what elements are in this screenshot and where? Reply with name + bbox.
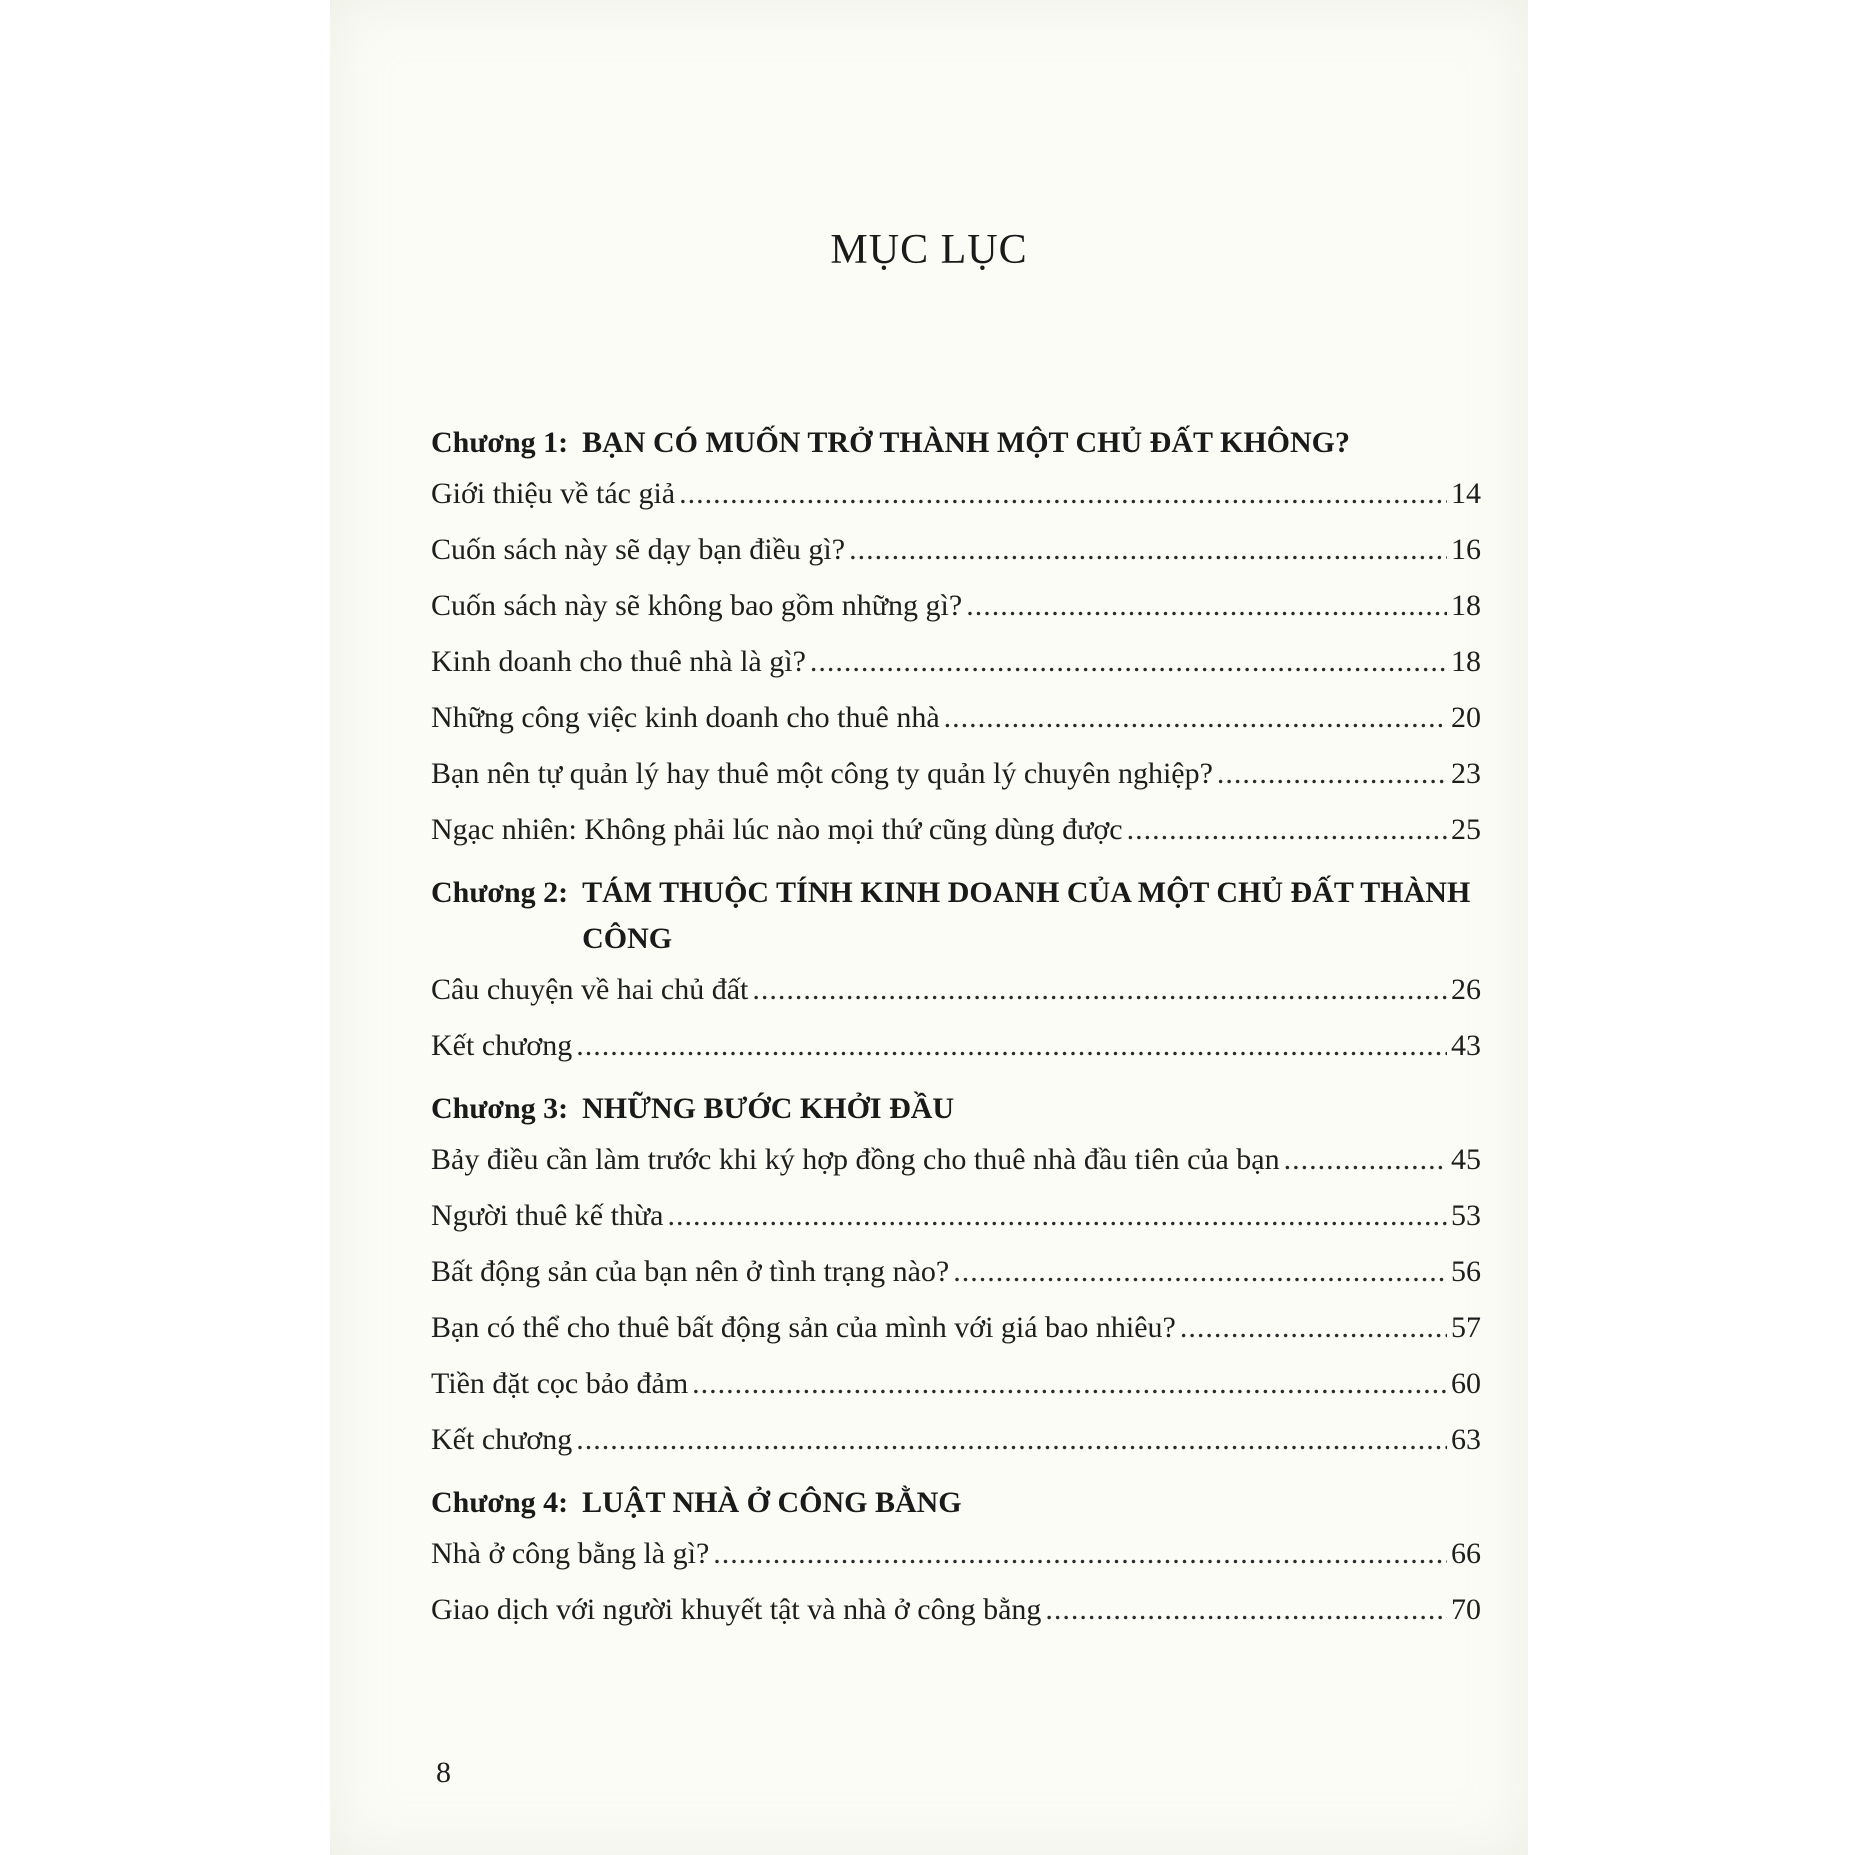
entry-page: 25 — [1451, 813, 1481, 846]
entry-page: 23 — [1451, 757, 1481, 790]
page-title: MỤC LỤC — [830, 227, 1028, 273]
chapter-title: NHỮNG BƯỚC KHỞI ĐẦU — [582, 1092, 955, 1125]
page-number: 8 — [436, 1756, 451, 1789]
toc-entry — [431, 1356, 1481, 1412]
toc-entry — [431, 746, 1481, 802]
toc-entry — [431, 522, 1481, 578]
dot-leader — [944, 690, 1447, 746]
entry-page: 56 — [1451, 1255, 1481, 1288]
entry-title: Giao dịch với người khuyết tật và nhà ở công bằng — [431, 1593, 1042, 1626]
entry-title: Bảy điều cần làm trước khi ký hợp đồng cho thuê nhà đầu tiên của bạn — [431, 1143, 1280, 1176]
dot-leader — [576, 1018, 1447, 1074]
dot-leader — [752, 962, 1447, 1018]
entry-page: 70 — [1451, 1593, 1481, 1626]
dot-leader — [966, 578, 1447, 634]
chapter-heading — [431, 420, 1481, 466]
dot-leader — [668, 1188, 1448, 1244]
entry-page: 18 — [1451, 589, 1481, 622]
toc-entry — [431, 578, 1481, 634]
dot-leader — [713, 1526, 1447, 1582]
dot-leader — [810, 634, 1447, 690]
book-page — [330, 0, 1528, 1855]
entry-title: Nhà ở công bằng là gì? — [431, 1537, 710, 1570]
entry-title: Bạn nên tự quản lý hay thuê một công ty quản lý chuyên nghiệp? — [431, 757, 1213, 790]
toc-entry — [431, 690, 1481, 746]
entry-title: Bạn có thể cho thuê bất động sản của mình với giá bao nhiêu? — [431, 1311, 1176, 1344]
dot-leader — [679, 466, 1447, 522]
dot-leader — [1284, 1132, 1447, 1188]
toc-entry — [431, 1244, 1481, 1300]
chapter-title: TÁM THUỘC TÍNH KINH DOANH CỦA MỘT CHỦ ĐẤT THÀNH CÔNG — [582, 876, 1471, 955]
entry-page: 60 — [1451, 1367, 1481, 1400]
toc-entry — [431, 1526, 1481, 1582]
dot-leader — [1180, 1300, 1447, 1356]
entry-page: 66 — [1451, 1537, 1481, 1570]
entry-title: Tiền đặt cọc bảo đảm — [431, 1367, 689, 1400]
chapter-title: BẠN CÓ MUỐN TRỞ THÀNH MỘT CHỦ ĐẤT KHÔNG? — [582, 426, 1350, 459]
dot-leader — [1217, 746, 1447, 802]
entry-page: 43 — [1451, 1029, 1481, 1062]
entry-page: 14 — [1451, 477, 1481, 510]
chapter-number: Chương 3: — [431, 1092, 569, 1125]
entry-page: 16 — [1451, 533, 1481, 566]
entry-title: Kết chương — [431, 1423, 573, 1456]
entry-title: Cuốn sách này sẽ không bao gồm những gì? — [431, 589, 963, 622]
chapter-number: Chương 1: — [431, 426, 569, 459]
entry-page: 57 — [1451, 1311, 1481, 1344]
chapter-heading — [431, 1480, 1481, 1526]
entry-page: 26 — [1451, 973, 1481, 1006]
toc-entry — [431, 1188, 1481, 1244]
chapter-number: Chương 2: — [431, 876, 569, 909]
toc-entry — [431, 802, 1481, 858]
chapter-heading — [431, 1086, 1481, 1132]
entry-title: Những công việc kinh doanh cho thuê nhà — [431, 701, 940, 734]
entry-page: 20 — [1451, 701, 1481, 734]
dot-leader — [849, 522, 1447, 578]
chapter-title: LUẬT NHÀ Ở CÔNG BẰNG — [582, 1486, 962, 1519]
toc-entry — [431, 466, 1481, 522]
toc-entry — [431, 1300, 1481, 1356]
entry-title: Giới thiệu về tác giả — [431, 477, 676, 510]
entry-page: 45 — [1451, 1143, 1481, 1176]
chapter-heading — [431, 870, 1481, 962]
entry-title: Người thuê kế thừa — [431, 1199, 664, 1232]
entry-page: 53 — [1451, 1199, 1481, 1232]
toc-entry — [431, 1132, 1481, 1188]
dot-leader — [576, 1412, 1447, 1468]
entry-page: 18 — [1451, 645, 1481, 678]
toc-entry — [431, 634, 1481, 690]
dot-leader — [692, 1356, 1447, 1412]
toc-entry — [431, 1018, 1481, 1074]
toc-entry — [431, 962, 1481, 1018]
dot-leader — [1127, 802, 1447, 858]
toc-entry — [431, 1412, 1481, 1468]
entry-title: Câu chuyện về hai chủ đất — [431, 973, 749, 1006]
entry-title: Bất động sản của bạn nên ở tình trạng nào? — [431, 1255, 950, 1288]
entry-title: Cuốn sách này sẽ dạy bạn điều gì? — [431, 533, 846, 566]
dot-leader — [1045, 1582, 1447, 1638]
table-of-contents — [431, 420, 1481, 1638]
entry-page: 63 — [1451, 1423, 1481, 1456]
entry-title: Kinh doanh cho thuê nhà là gì? — [431, 645, 806, 678]
chapter-number: Chương 4: — [431, 1486, 569, 1519]
toc-entry — [431, 1582, 1481, 1638]
entry-title: Ngạc nhiên: Không phải lúc nào mọi thứ cũng dùng được — [431, 813, 1123, 846]
dot-leader — [953, 1244, 1447, 1300]
entry-title: Kết chương — [431, 1029, 573, 1062]
